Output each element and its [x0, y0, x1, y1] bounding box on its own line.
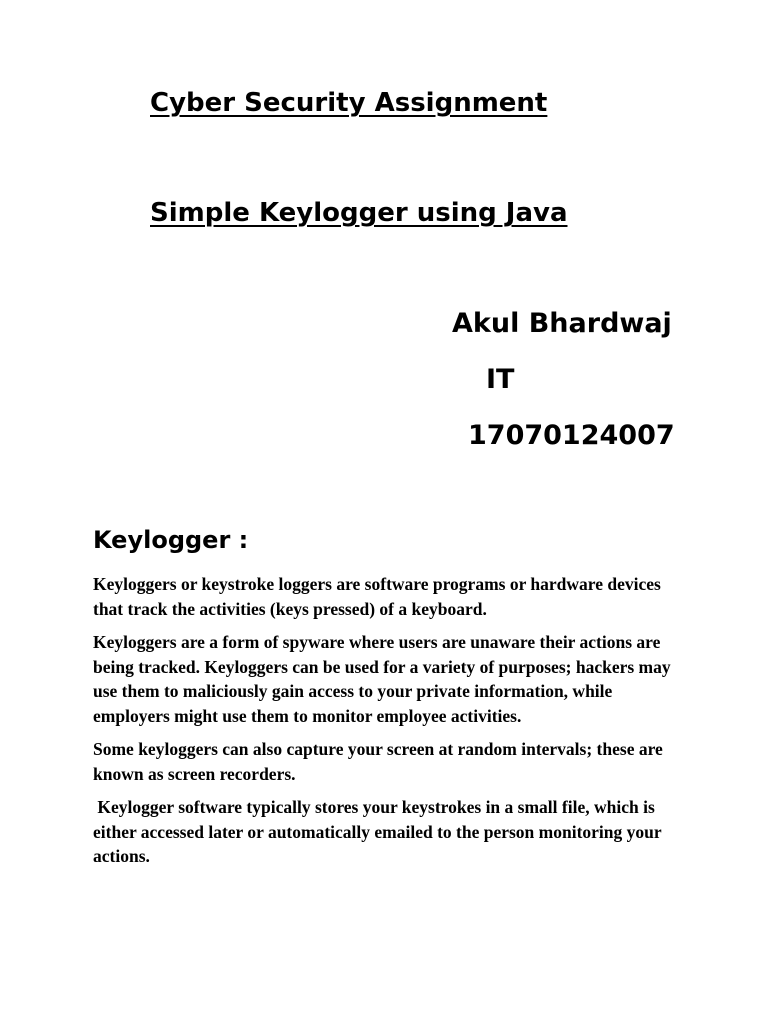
paragraph: Some keyloggers can also capture your screen at random intervals; these are known as screen recorders.	[93, 739, 663, 784]
roll-number: 17070124007	[468, 420, 675, 451]
paragraph: Keyloggers are a form of spyware where users are unaware their actions are being tracked. Keyloggers can be used for a variety of purposes; hackers may use them to maliciously gain access to your private information, while employers might use them to monitor employee activities.	[93, 632, 671, 726]
document-title: Cyber Security Assignment	[150, 88, 548, 118]
paragraph: Keyloggers or keystroke loggers are software programs or hardware devices that track the activities (keys pressed) of a keyboard.	[93, 574, 661, 619]
section-heading: Keylogger :	[93, 526, 249, 554]
department: IT	[486, 364, 515, 395]
document-subtitle: Simple Keylogger using Java	[150, 198, 568, 228]
section-body	[93, 572, 693, 878]
author-name: Akul Bhardwaj	[452, 308, 672, 339]
paragraph: Keylogger software typically stores your keystrokes in a small file, which is either accessed later or automatically emailed to the person monitoring your actions.	[93, 797, 666, 866]
